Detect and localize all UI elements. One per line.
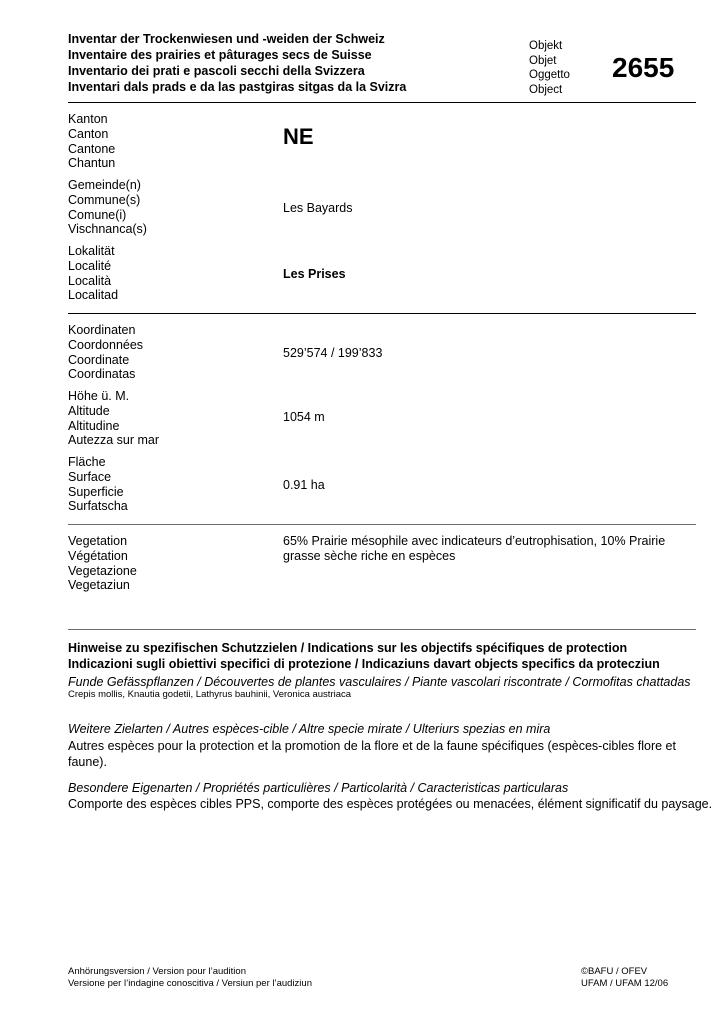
object-labels [529, 39, 570, 97]
vegetation-divider [68, 629, 696, 630]
label-flaeche-fr: Surface [68, 469, 112, 484]
title-line-rm: Inventari dals prads e da las pastgiras sitgas da la Svizra [68, 80, 407, 94]
label-koordinaten-fr: Coordonnées [68, 337, 144, 352]
footer-version-line-1: Anhörungsversion / Version pour l’audition [68, 966, 246, 977]
footer-version [68, 966, 312, 990]
label-flaeche-de: Fläche [68, 455, 106, 469]
label-kanton-it: Cantone [68, 141, 116, 156]
footer-copyright-line-2: UFAM / UFAM 12/06 [581, 978, 669, 989]
field-label-lokalitaet [68, 244, 118, 303]
header-divider [68, 102, 696, 103]
object-label-de: Objekt [529, 40, 563, 52]
eigenarten-text: Comporte des espèces cibles PPS, comporte des espèces protégées ou menacées, élément significatif du paysage. [68, 797, 713, 811]
label-vegetation-de: Vegetation [68, 534, 128, 548]
label-flaeche-rm: Surfatscha [68, 499, 128, 514]
label-gemeinde-de: Gemeinde(n) [68, 178, 141, 192]
field-value-flaeche: 0.91 ha [283, 478, 325, 492]
title-line-it: Inventario dei prati e pascoli secchi della Svizzera [68, 64, 365, 78]
label-vegetation-rm: Vegetaziun [68, 578, 130, 593]
hinweise-heading [68, 640, 660, 672]
zielarten-heading: Weitere Zielarten / Autres espèces-cible / Altre specie mirate / Ulteriurs spezias en mira [68, 722, 551, 736]
label-vegetation-fr: Végétation [68, 548, 128, 563]
measures-divider [68, 524, 696, 525]
zielarten-text: Autres espèces pour la protection et la promotion de la flore et de la faune spécifiques (espèces-cibles flore et faune). [68, 739, 676, 769]
title-line-fr: Inventaire des prairies et pâturages secs de Suisse [68, 48, 372, 62]
field-label-hoehe [68, 389, 159, 448]
field-value-koordinaten: 529’574 / 199’833 [283, 346, 383, 360]
footer-copyright-line-1: ©BAFU / OFEV [581, 966, 648, 977]
label-lokalitaet-it: Località [68, 273, 112, 288]
funde-text: Crepis mollis, Knautia godetii, Lathyrus bauhinii, Veronica austriaca [68, 689, 352, 700]
hinweise-heading-line-2: Indicazioni sugli obiettivi specifici di protezione / Indicaziuns davart objects specifics da protecziun [68, 657, 660, 671]
field-value-hoehe: 1054 m [283, 410, 325, 424]
label-kanton-rm: Chantun [68, 156, 116, 171]
field-label-vegetation [68, 534, 137, 593]
label-lokalitaet-fr: Localité [68, 258, 112, 273]
label-lokalitaet-de: Lokalität [68, 244, 115, 258]
hinweise-heading-line-1: Hinweise zu spezifischen Schutzzielen / Indications sur les objectifs spécifiques de protection [68, 641, 628, 655]
label-vegetation-it: Vegetazione [68, 563, 137, 578]
field-label-gemeinde [68, 178, 147, 237]
title-line-de: Inventar der Trockenwiesen und -weiden der Schweiz [68, 32, 385, 46]
location-divider [68, 313, 696, 314]
eigenarten-heading: Besondere Eigenarten / Propriétés particulières / Particolarità / Caracteristicas particularas [68, 781, 569, 795]
field-label-koordinaten [68, 323, 143, 382]
object-label-rm: Object [529, 83, 563, 96]
field-value-gemeinde: Les Bayards [283, 201, 353, 215]
label-gemeinde-fr: Commune(s) [68, 192, 141, 207]
field-value-kanton: NE [283, 124, 314, 149]
object-label-it: Oggetto [529, 69, 570, 81]
object-label-fr: Objet [529, 54, 557, 67]
label-koordinaten-rm: Coordinatas [68, 367, 136, 382]
field-label-flaeche [68, 455, 128, 514]
label-kanton-fr: Canton [68, 126, 109, 141]
label-hoehe-it: Altitudine [68, 418, 120, 433]
label-hoehe-de: Höhe ü. M. [68, 389, 130, 403]
label-koordinaten-de: Koordinaten [68, 323, 136, 337]
label-hoehe-fr: Altitude [68, 403, 110, 418]
field-value-lokalitaet: Les Prises [283, 267, 346, 281]
field-value-vegetation: 65% Prairie mésophile avec indicateurs d’eutrophisation, 10% Prairie grasse sèche riche en espèces [283, 534, 666, 563]
funde-heading: Funde Gefässpflanzen / Découvertes de plantes vasculaires / Piante vascolari riscontrate / Cormofitas chattadas [68, 675, 691, 689]
label-lokalitaet-rm: Localitad [68, 288, 119, 303]
label-kanton-de: Kanton [68, 112, 108, 126]
label-gemeinde-it: Comune(i) [68, 207, 127, 222]
label-koordinaten-it: Coordinate [68, 352, 130, 367]
document-title [68, 31, 406, 95]
footer-copyright [581, 966, 668, 990]
label-gemeinde-rm: Vischnanca(s) [68, 222, 147, 237]
label-flaeche-it: Superficie [68, 484, 124, 499]
field-label-kanton [68, 112, 115, 171]
object-number: 2655 [612, 52, 675, 83]
label-hoehe-rm: Autezza sur mar [68, 433, 160, 448]
footer-version-line-2: Versione per l’indagine conoscitiva / Versiun per l’audiziun [68, 978, 312, 989]
